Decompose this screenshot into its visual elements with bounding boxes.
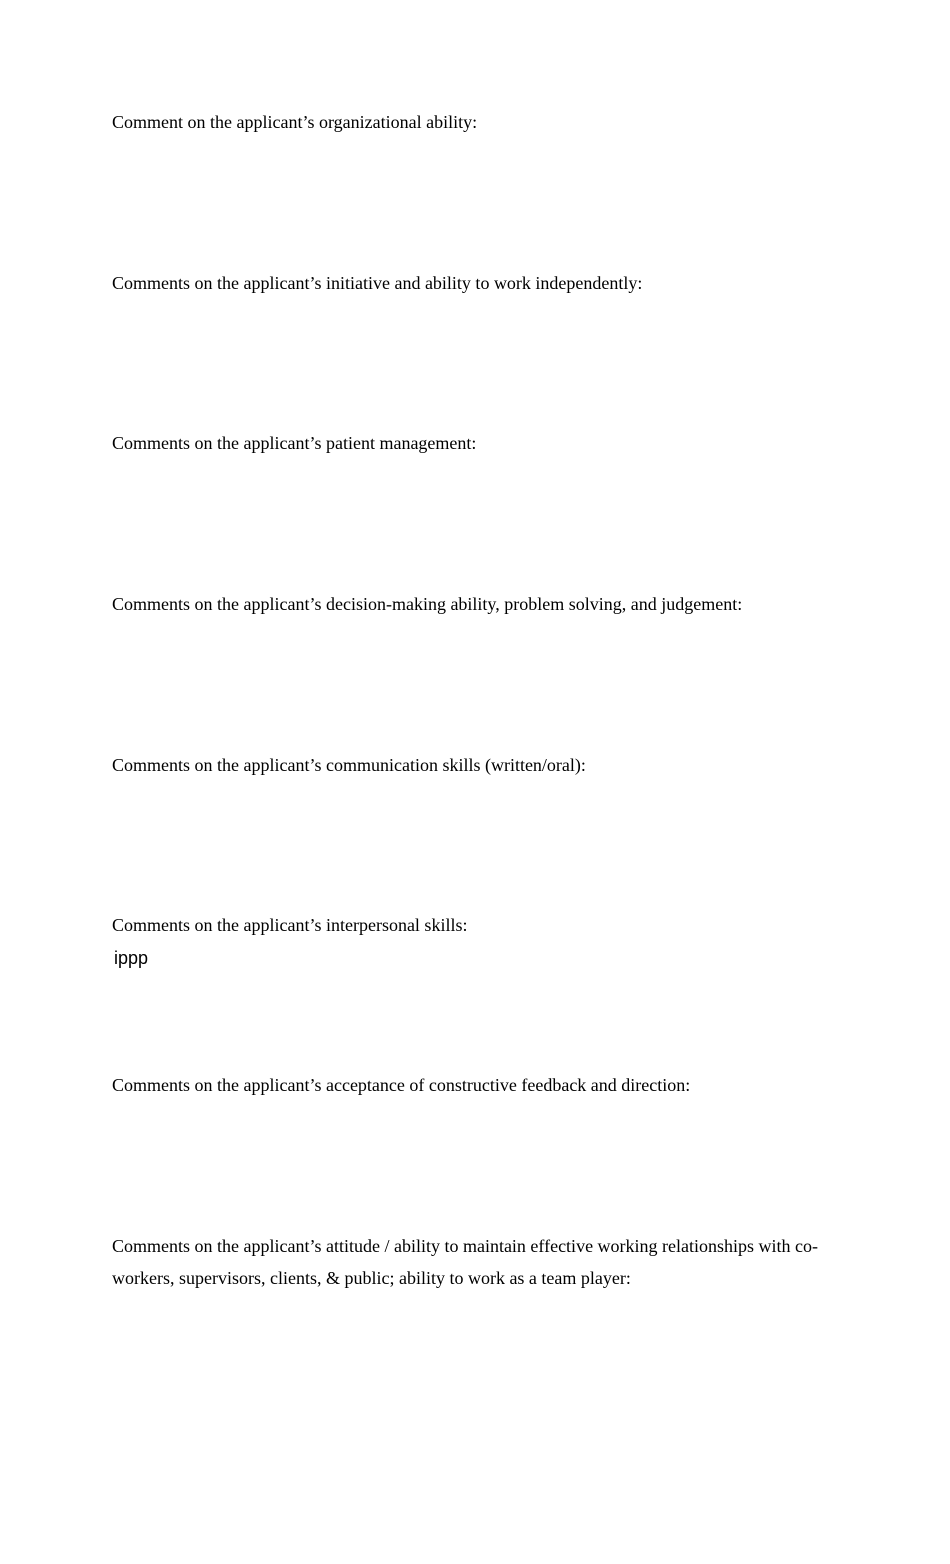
question-constructive-feedback: Comments on the applicant’s acceptance of constructive feedback and direction: bbox=[112, 1075, 691, 1095]
answer-interpersonal-skills[interactable]: ippp bbox=[114, 948, 149, 968]
question-working-relationships: Comments on the applicant’s attitude / ability to maintain effective working relationships with co-workers, supervisors, clients, & public; ability to work as a team player: bbox=[112, 1236, 819, 1288]
question-initiative: Comments on the applicant’s initiative and ability to work independently: bbox=[112, 273, 643, 293]
question-decision-making: Comments on the applicant’s decision-making ability, problem solving, and judgement: bbox=[112, 594, 743, 614]
question-interpersonal-skills: Comments on the applicant’s interpersonal skills: bbox=[112, 915, 468, 935]
question-communication-skills: Comments on the applicant’s communication skills (written/oral): bbox=[112, 755, 586, 775]
question-patient-management: Comments on the applicant’s patient management: bbox=[112, 433, 477, 453]
question-organizational-ability: Comment on the applicant’s organizational ability: bbox=[112, 112, 478, 132]
